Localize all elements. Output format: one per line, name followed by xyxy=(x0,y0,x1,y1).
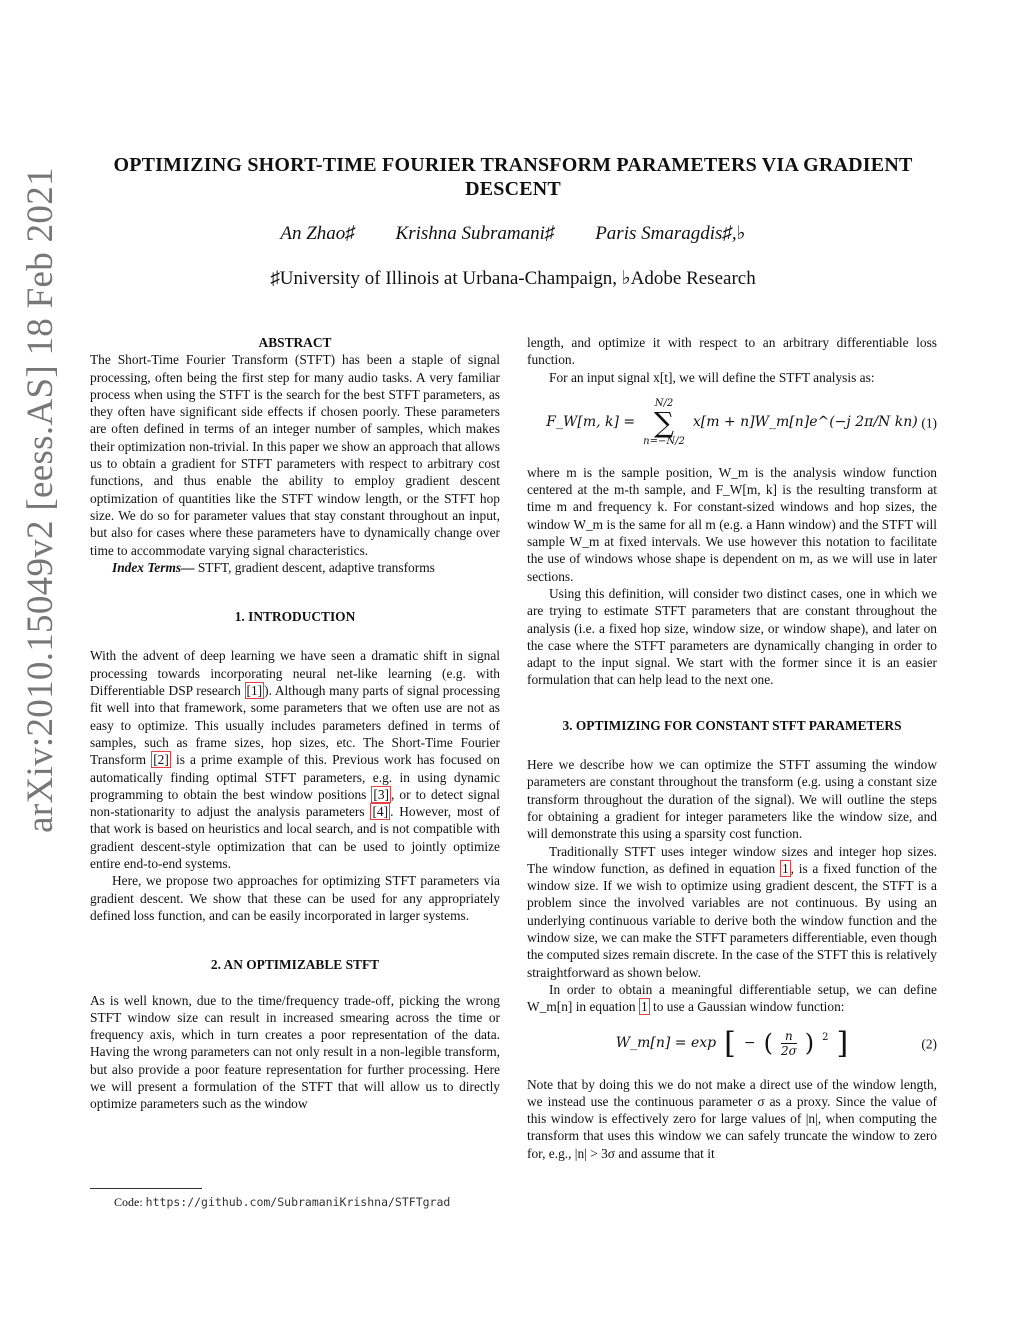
section2-paragraph: For an input signal x[t], we will define the STFT analysis as: xyxy=(549,369,875,385)
footnote-label: Code: xyxy=(114,1195,146,1209)
citation-link[interactable]: [3] xyxy=(373,786,390,802)
paper-title: OPTIMIZING SHORT-TIME FOURIER TRANSFORM PARAMETERS VIA GRADIENT DESCENT xyxy=(113,154,913,200)
citation-link[interactable]: [4] xyxy=(372,804,389,820)
fraction: $\frac{n}{2\sigma}$ xyxy=(780,1029,797,1058)
section3-paragraph: Here we describe how we can optimize the STFT assuming the window parameters are constant throughout the transform (e.g. using a constant size transform throughout the duration of the signal). We will outline the steps for obtaining a gradient for integer parameters like the window size, and will demonstrate this using a sparsity cost function. xyxy=(527,757,937,842)
author-name: An Zhao♯ xyxy=(280,223,355,244)
equation-lhs: F_W[m, k] = xyxy=(546,414,636,431)
equation-number: (2) xyxy=(921,1035,937,1051)
footnote xyxy=(114,1195,450,1210)
right-column xyxy=(527,334,937,1162)
introduction-paragraph: Here, we propose two approaches for optimizing STFT parameters via gradient descent. We show that these can be used for any appropriately defined loss function, and can be easily incorporated in larger systems. xyxy=(90,873,500,923)
index-terms xyxy=(90,559,500,576)
citation-link[interactable]: [2] xyxy=(153,752,169,768)
section3-paragraph: Traditionally STFT uses integer window sizes and integer hop sizes. The window function, as defined in equation 1 , is a fixed function of the window size. If we wish to optimize using gradient descent, the STFT is a problem since the involved variables are not continuous. By using an underlying continuous variable to derive both the window function and the window size, we can make the STFT parameters differentiable, even though the computed sizes remain discrete. In the case of the STFT this is relatively straightforward as shown below. xyxy=(527,843,937,980)
section-heading-constant-params: 3. OPTIMIZING FOR CONSTANT STFT PARAMETERS xyxy=(562,717,902,733)
equation-1 xyxy=(527,390,937,456)
summation-symbol: N/2 ∑ n=−N/2 xyxy=(643,397,685,447)
affiliations: ♯University of Illinois at Urbana-Champaign, ♭Adobe Research xyxy=(270,268,756,289)
author-list xyxy=(90,222,936,245)
section2-paragraph: where m is the sample position, W_m is the analysis window function centered at the m-th sample, and F_W[m, k] is the resulting transform at time m and frequency k. For constant-sized windows and hop sizes, the window W_m is the same for all m (e.g. a Hann window) and the STFT will sample W_m at fixed intervals. We use however this notation to facilitate the use of windows whose shape is dependent on m, as we will use in later sections. xyxy=(527,464,937,584)
abstract-heading: ABSTRACT xyxy=(258,335,332,350)
equation-reference-link[interactable]: 1 xyxy=(781,860,789,876)
left-column xyxy=(90,334,500,1113)
index-terms-text: STFT, gradient descent, adaptive transforms xyxy=(197,559,435,575)
section2-paragraph-continued: length, and optimize it with respect to an arbitrary differentiable loss function. xyxy=(527,335,937,368)
index-terms-label: Index Terms— xyxy=(112,559,195,575)
equation-reference-link[interactable]: 1 xyxy=(640,999,648,1015)
equation-2: W_m[n] = exp [ − ( $\frac{n}{2\sigma}$ ) $^2$ ] (2) xyxy=(615,1025,937,1061)
arxiv-identifier: arXiv:2010.15049v2 [eess.AS] 18 Feb 2021 xyxy=(19,167,61,833)
footnote-divider xyxy=(90,1188,202,1189)
code-url-link[interactable]: https://github.com/SubramaniKrishna/STFTgrad xyxy=(145,1195,451,1209)
introduction-paragraph: With the advent of deep learning we have seen a dramatic shift in signal processing towards incorporating neural net-like learning (e.g. with Differentiable DSP research [1] ). Although many parts of signal processing fit well into that framework, some parameters that we often use are not as easy to optimize. This usually includes parameters defined in terms of samples, such as frame sizes, hop sizes, etc. The Short-Time Fourier Transform [2] is a prime example of this. Previous work has focused on automatically finding optimal STFT parameters, e.g. in using dynamic programming to obtain the best window positions [3] , or to detect signal non-stationarity to adjust the analysis parameters [4] . However, most of that work is based on heuristics and local search, and is not compatible with gradient descent-style optimization that can be used to jointly optimize entire end-to-end systems. xyxy=(90,648,501,872)
section2-paragraph: Using this definition, will consider two distinct cases, one in which we are trying to estimate STFT parameters that are constant throughout the analysis (i.e. a fixed hop size, window size, or window shape), and later on the case where the STFT parameters are dynamically changing in order to adapt to the input signal. We start with the former since it is an easier formulation that can help lead to the next one. xyxy=(527,585,937,688)
section-heading-introduction: 1. INTRODUCTION xyxy=(234,609,356,625)
author-name: Paris Smaragdis♯,♭ xyxy=(595,223,746,244)
citation-link[interactable]: [1] xyxy=(246,683,263,699)
equation-lhs: W_m[n] = exp xyxy=(615,1034,717,1051)
abstract-text: The Short-Time Fourier Transform (STFT) has been a staple of signal processing, often being the first step for many audio tasks. A very familiar process when using the STFT is the search for the best STFT parameters, as they often have significant side effects if chosen poorly. These parameters are often defined in terms of an integer number of samples, which makes their optimization non-trivial. In this paper we show an approach that allows us to obtain a gradient for STFT parameters with respect to arbitrary cost functions, and thus enable the ability to employ gradient descent optimization of quantities like the STFT window length, or the STFT hop size. We do so for parameter values that stay constant throughout an input, but also for cases where these parameters have to dynamically change over time to accommodate varying signal characteristics. xyxy=(90,352,500,558)
equation-number: (1) xyxy=(921,415,937,431)
section-heading-optimizable-stft: 2. AN OPTIMIZABLE STFT xyxy=(210,957,380,973)
section2-paragraph: As is well known, due to the time/frequency trade-off, picking the wrong STFT window size can result in increased smearing across the time or frequency axis, which in turn creates a poor representation of the data. Having the wrong parameters can not only result in a non-legible transform, but also provide a poor feature representation for further processing. Here we will present a formulation of the STFT that will allow us to directly optimize parameters such as the window xyxy=(90,992,500,1112)
section3-paragraph: Note that by doing this we do not make a direct use of the window length, we instead use the continuous parameter σ as a proxy. Since the value of this window is effectively zero for large values of |n|, when computing the transform that uses this window we can safely truncate the window to zero for, e.g., |n| > 3σ and assume that it xyxy=(527,1076,937,1161)
equation-rhs: x[m + n]W_m[n]e^(−j 2π/N kn) xyxy=(692,414,918,431)
section3-paragraph: In order to obtain a meaningful differentiable setup, we can define W_m[n] in equation 1 to use a Gaussian window function: xyxy=(527,981,937,1015)
author-name: Krishna Subramani♯ xyxy=(395,223,555,244)
